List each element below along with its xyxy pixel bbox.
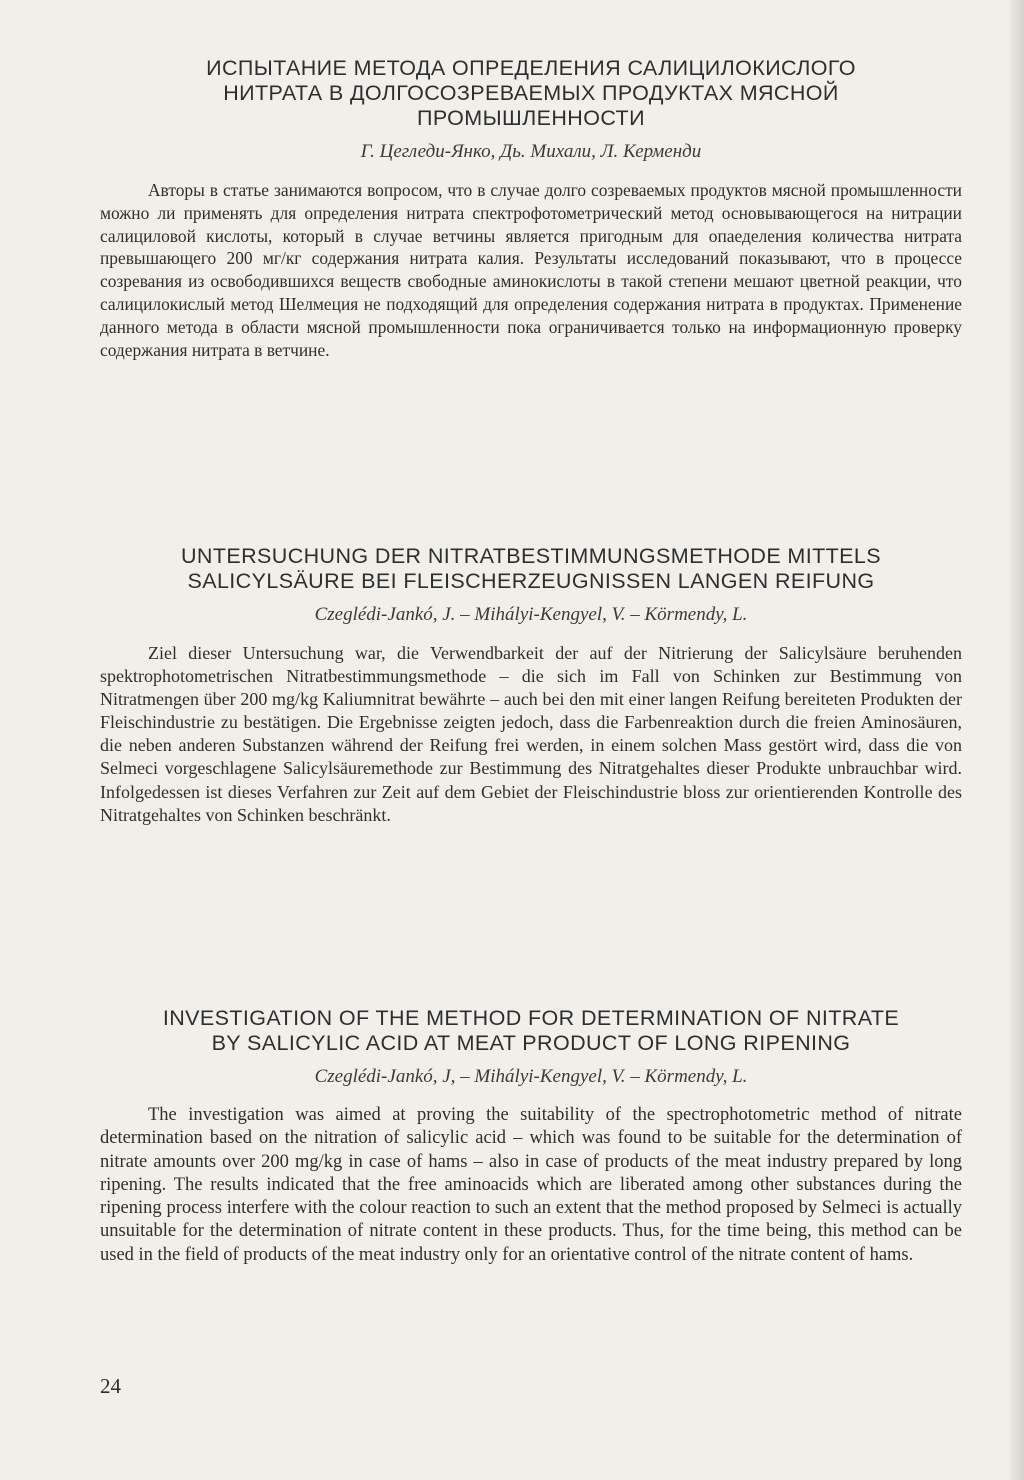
russian-authors: Г. Цегледи-Янко, Дь. Михали, Л. Керменди (360, 141, 702, 162)
english-abstract: The investigation was aimed at proving the suitability of the spectrophotometric method of nitrate determination based on the nitration of salicylic acid – which was found to be suitable for the determination of nitrate amounts over 200 mg/kg in case of hams – also in case of products of the meat industry prepared by long ripening. The results indicated that the free aminoacids which are liberated among other substances during the ripening process interfere with the colour reaction to such an extent that the method proposed by Selmeci is actually unsuitable for the determination of nitrate content in these products. Thus, for the time being, this method can be used in the field of products of the meat industry only for an orientative control of the nitrate content of hams. (100, 1105, 962, 1265)
russian-section (100, 56, 962, 379)
russian-title (100, 56, 962, 131)
russian-abstract: Авторы в статье занимаются вопросом, что в случае долго созреваемых продуктов мясной промышленности можно ли применять для определения нитрата спектрофотометрический метод основывающегося на нитрации салициловой кислоты, который в случае ветчины является пригодным для опаеделения количества нитрата превышающего 200 мг/кг содержания нитрата калия. Результаты исследований показывают, что в процессе созревания из освободившихся веществ свободные аминокислоты в такой степени мешают цветной реакции, что салицилокислый метод Шелмеция не подходящий для определения содержания нитрата в продуктах. Применение данного метода в области мясной промышленности пока ограничивается только на информационную проверку содержания нитрата в ветчине. (100, 180, 962, 360)
english-section (100, 1006, 962, 1286)
german-title-line: SALICYLSÄURE BEI FLEISCHERZEUGNISSEN LANGEN REIFUNG (187, 569, 875, 593)
russian-title-line: ИСПЫТАНИЕ МЕТОДА ОПРЕДЕЛЕНИЯ САЛИЦИЛОКИСЛОГО (206, 56, 856, 80)
german-title (100, 544, 962, 594)
english-title-line: BY SALICYLIC ACID AT MEAT PRODUCT OF LONG RIPENING (211, 1031, 851, 1055)
german-section (100, 544, 962, 845)
page-edge-shadow (1010, 0, 1024, 1480)
english-authors: Czeglédi-Jankó, J, – Mihályi-Kengyel, V. – Körmendy, L. (314, 1066, 748, 1087)
english-title-line: INVESTIGATION OF THE METHOD FOR DETERMINATION OF NITRATE (162, 1006, 900, 1030)
german-authors: Czeglédi-Jankó, J. – Mihályi-Kengyel, V. – Körmendy, L. (314, 604, 748, 625)
german-title-line: UNTERSUCHUNG DER NITRATBESTIMMUNGSMETHODE MITTELS (180, 544, 882, 568)
english-title (100, 1006, 962, 1056)
page-number: 24 (100, 1374, 121, 1398)
german-abstract: Ziel dieser Untersuchung war, die Verwendbarkeit der auf der Nitrierung der Salicylsäure beruhenden spektrophotometrischen Nitratbestimmungsmethode – die sich im Fall von Schinken zur Bestimmung von Nitratmengen über 200 mg/kg Kaliumnitrat bewährte – auch bei den mit einer langen Reifung bereiteten Produkten der Fleischindustrie zu bestätigen. Die Ergebnisse zeigten jedoch, dass die Farbenreaktion durch die freien Aminosäuren, die neben anderen Substanzen während der Reifung frei werden, in einem solchen Mass gestört wird, dass die von Selmeci vorgeschlagene Salicylsäuremethode zur Bestimmung des Nitratgehaltes dieser Produkte unbrauchbar wird. Infolgedessen ist dieses Verfahren zur Zeit auf dem Gebiet der Fleischindustrie bloss zur orientierenden Kontrolle des Nitratgehaltes von Schinken beschränkt. (100, 643, 962, 825)
russian-title-line: НИТРАТА В ДОЛГОСОЗРЕВАЕМЫХ ПРОДУКТАХ МЯСНОЙ (223, 81, 839, 105)
russian-title-line: ПРОМЫШЛЕННОСТИ (417, 106, 645, 130)
